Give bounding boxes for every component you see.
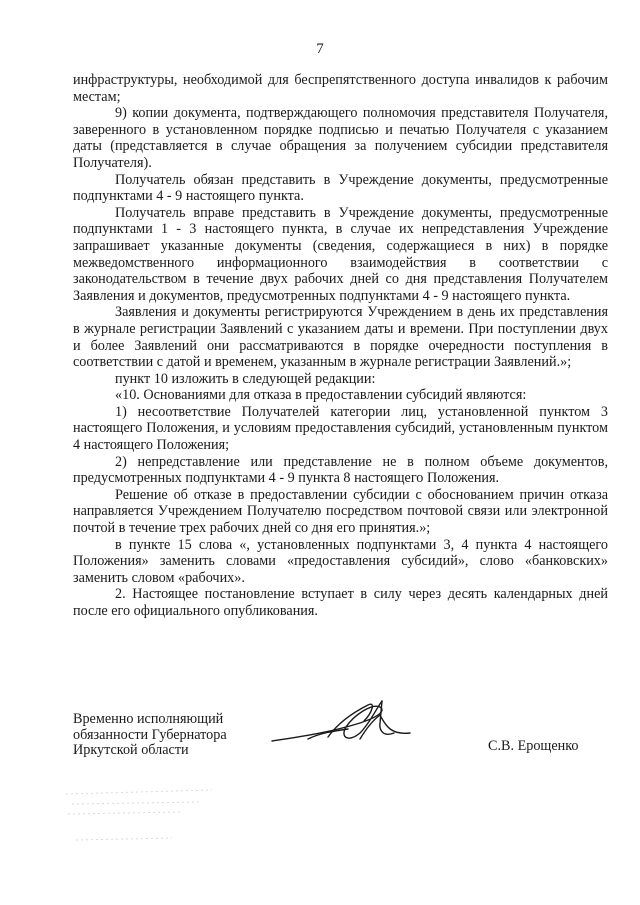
paragraph: инфраструктуры, необходимой для беспрепятственного доступа инвалидов к рабочим местам; (73, 72, 608, 105)
paragraph: 9) копии документа, подтверждающего полномочия представителя Получателя, заверенного в установленном порядке подписью и печатью Получателя с указанием даты (представляется в случае обращения за получением субсидии представителя Получателя). (73, 105, 608, 171)
faint-stamp-mark-icon (62, 780, 232, 860)
handwritten-signature-icon (268, 693, 418, 755)
paragraph: в пункте 15 слова «, установленных подпунктами 3, 4 пункта 4 настоящего Положения» заменить словами «предоставления субсидий», слово «банковских» заменить словом «рабочих». (73, 536, 608, 586)
paragraph: Получатель обязан представить в Учреждение документы, предусмотренные подпунктами 4 - 9 настоящего пункта. (73, 171, 608, 205)
page-number: 7 (316, 41, 324, 57)
paragraph: «10. Основаниями для отказа в предоставлении субсидий являются: (115, 387, 527, 404)
paragraph: 2. Настоящее постановление вступает в силу через десять календарных дней после его официального опубликования. (73, 586, 608, 619)
paragraph: 2) непредставление или представление не в полном объеме документов, предусмотренных подпунктами 4 - 9 пункта 8 настоящего Положения. (73, 453, 608, 487)
paragraph: пункт 10 изложить в следующей редакции: (115, 370, 376, 387)
signatory-title-line: Иркутской области (73, 742, 189, 758)
signatory-title-line: обязанности Губернатора (73, 726, 227, 743)
signatory-title (73, 712, 227, 759)
document-body (73, 72, 608, 620)
signatory-title-line: Временно исполняющий (73, 711, 224, 727)
paragraph: Получатель вправе представить в Учреждение документы, предусмотренные подпунктами 1 - 3 настоящего пункта, в случае их непредставления Учреждение запрашивает указанные документы (сведения, содержащиеся в них) в порядке межведомственного информационного взаимодействия в соответствии с законодательством в течение двух рабочих дней со дня представления Получателем Заявления и документов, предусмотренных подпунктами 4 - 9 настоящего пункта. (73, 204, 608, 304)
paragraph: Решение об отказе в предоставлении субсидии с обоснованием причин отказа направляется Учреждением Получателю посредством почтовой связи или электронной почтой в течение трех рабочих дней со дня его принятия.»; (73, 486, 608, 537)
paragraph: 1) несоответствие Получателей категории лиц, установленной пунктом 3 настоящего Положения, и условиям предоставления субсидий, установленным пунктом 4 настоящего Положения; (73, 403, 608, 454)
paragraph: Заявления и документы регистрируются Учреждением в день их представления в журнале регистрации Заявлений с указанием даты и времени. При поступлении двух и более Заявлений они рассматриваются в порядке очередности поступления в соответствии с датой и временем, указанным в журнале регистрации Заявлений.»; (73, 304, 608, 371)
signatory-name: С.В. Ерощенко (488, 738, 579, 754)
